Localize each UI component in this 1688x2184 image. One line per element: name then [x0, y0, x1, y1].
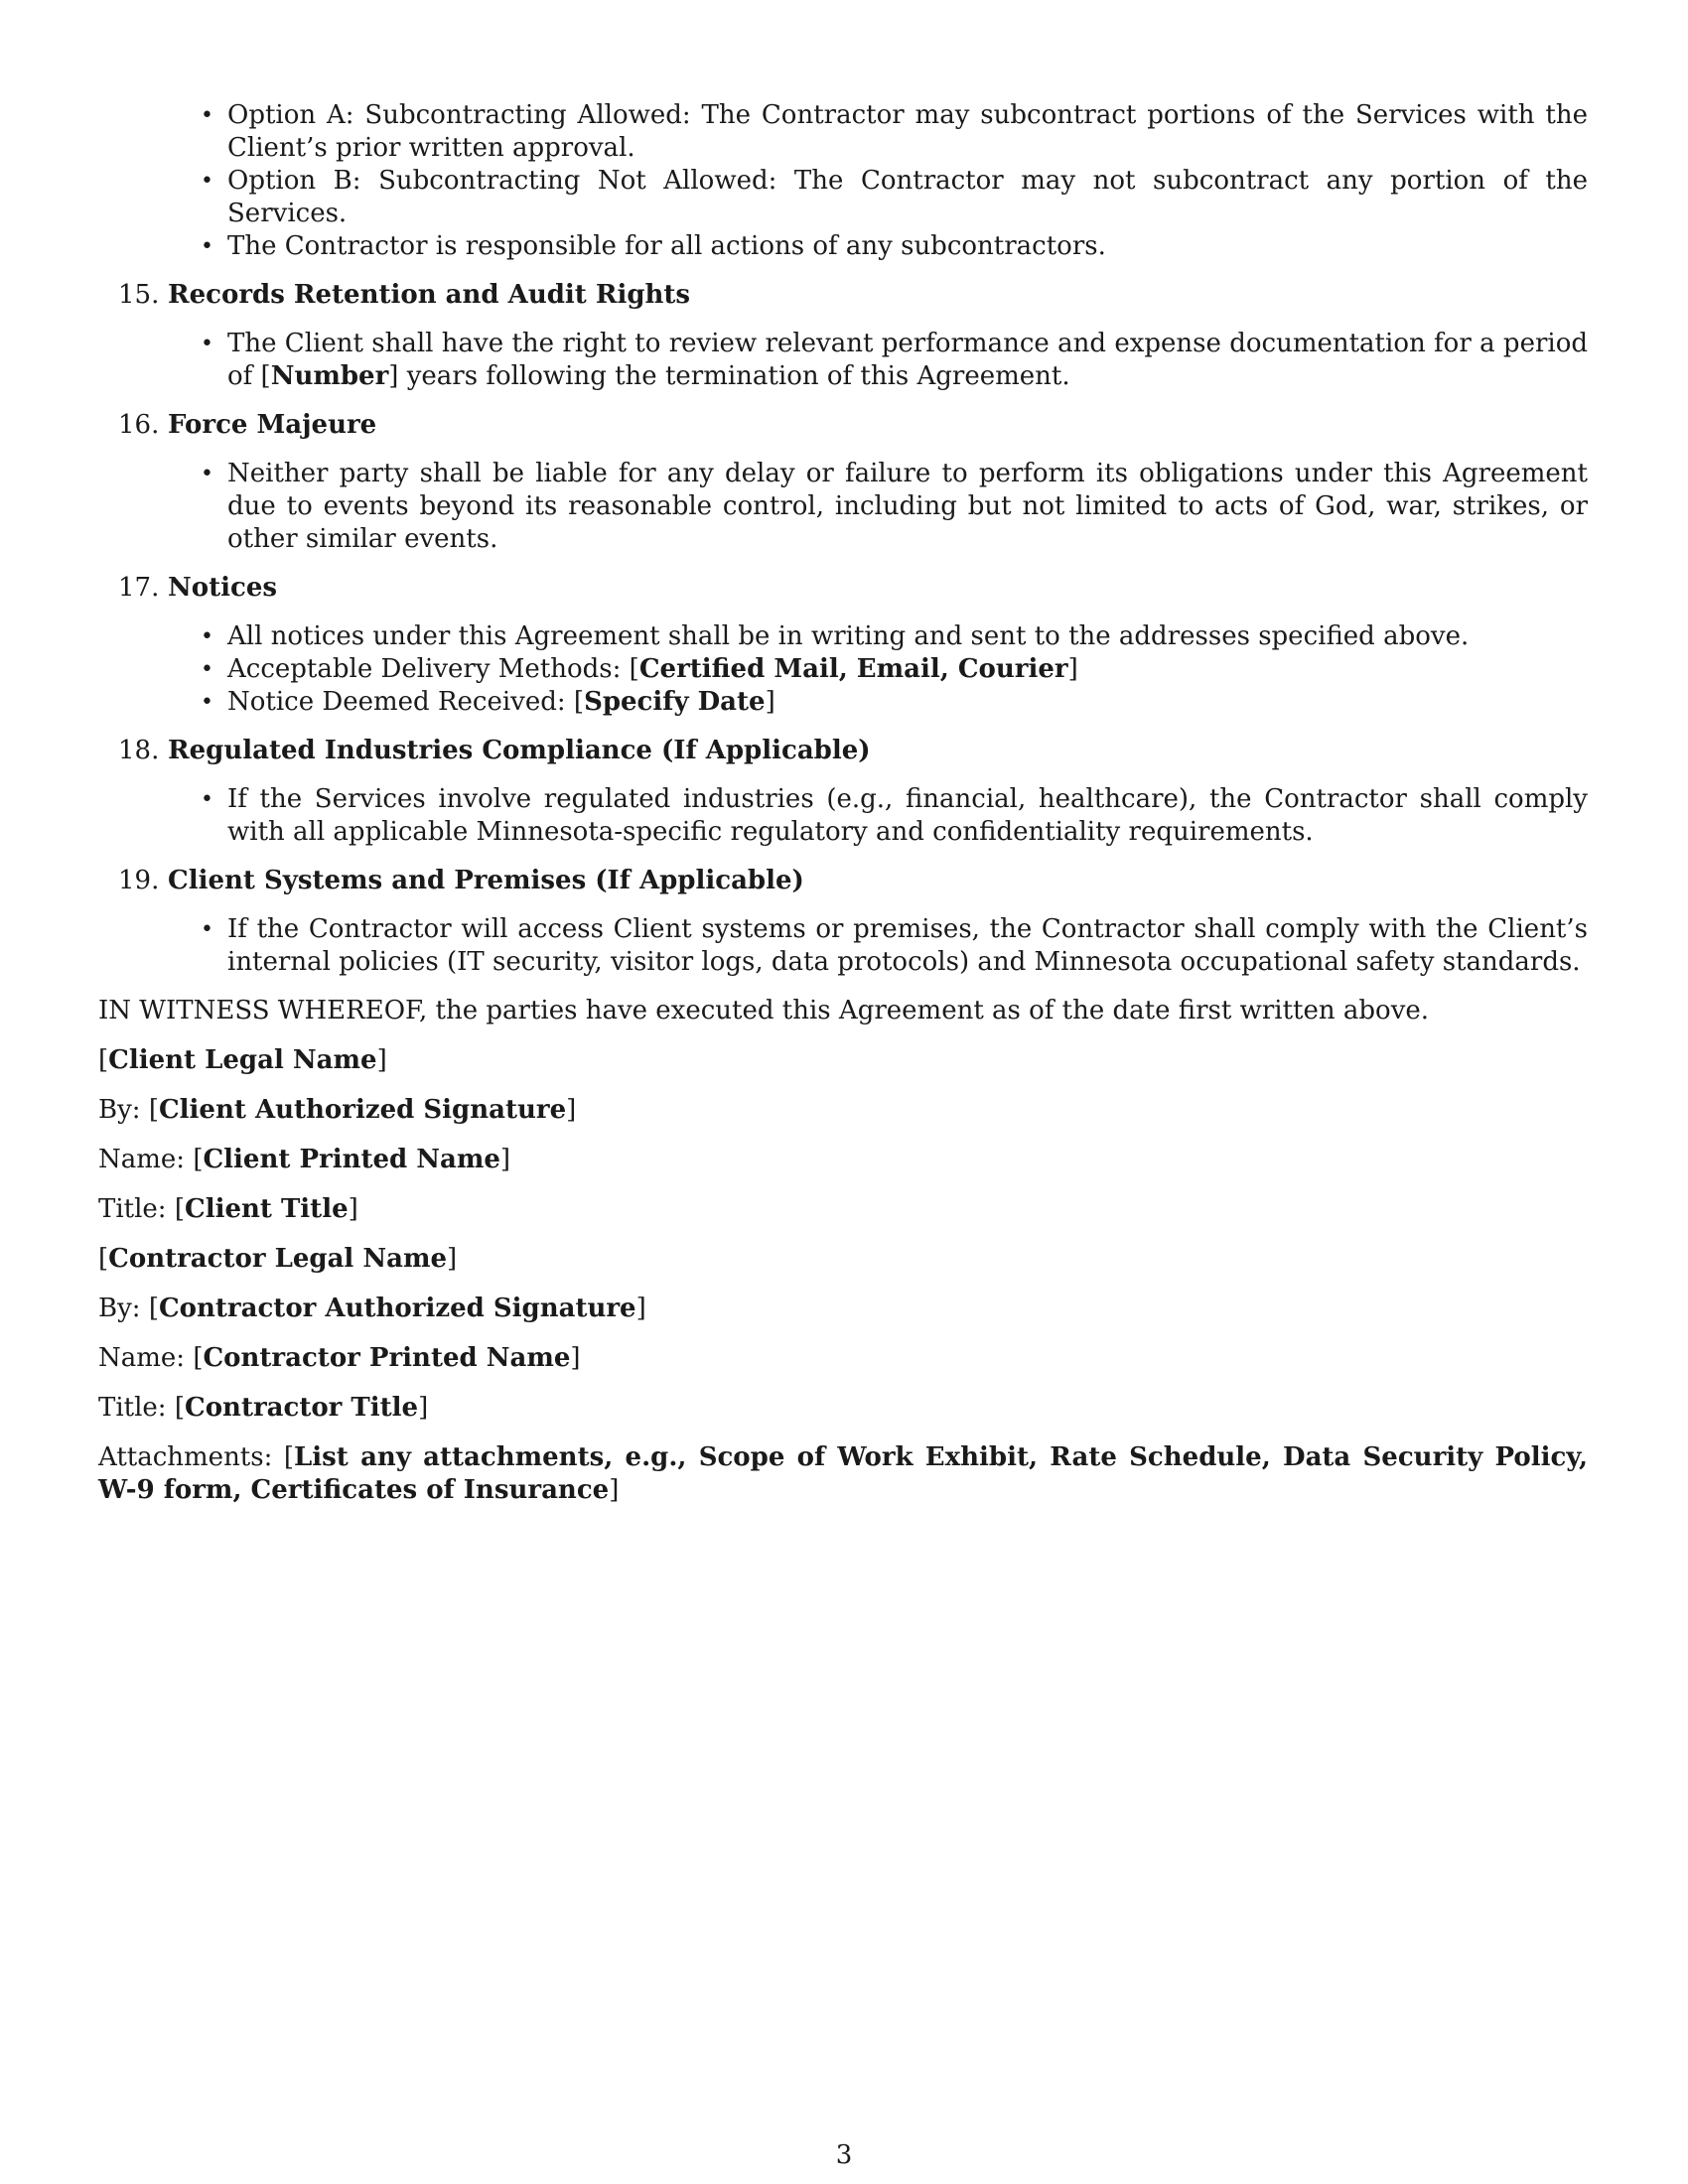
section-records-retention — [98, 279, 1588, 393]
attachments-line: Attachments: [List any attachments, e.g., Scope of Work Exhibit, Rate Schedule, Data Security Policy, W-9 form, Certificates of Insurance] — [98, 1442, 1588, 1505]
section-regulated-industries — [98, 735, 1588, 849]
section-number: 17. — [118, 573, 160, 603]
list-item: • The Contractor is responsible for all actions of any subcontractors. — [98, 230, 1588, 263]
section-force-majeure — [98, 409, 1588, 556]
section-heading — [98, 572, 1588, 605]
witness-statement: IN WITNESS WHEREOF, the parties have executed this Agreement as of the date first written above. — [98, 996, 1430, 1025]
list-item: • All notices under this Agreement shall be in writing and sent to the addresses specified above. — [98, 620, 1588, 653]
section-title: Regulated Industries Compliance (If Applicable) — [168, 736, 871, 765]
section-bullets — [98, 458, 1588, 556]
list-item: • If the Contractor will access Client systems or premises, the Contractor shall comply with the Client’s internal policies (IT security, visitor logs, data protocols) and Minnesota occupational safety standards. — [98, 913, 1588, 979]
section-number: 18. — [118, 736, 160, 765]
contractor-title-line: Title: [Contractor Title] — [98, 1393, 429, 1423]
list-item: • Neither party shall be liable for any delay or failure to perform its obligations under this Agreement due to events beyond its reasonable control, including but not limited to acts of God, war, strikes, or other similar events. — [98, 458, 1588, 556]
section-heading — [98, 409, 1588, 442]
document-page — [98, 99, 1588, 1507]
section-bullets — [98, 620, 1588, 719]
section-title: Records Retention and Audit Rights — [168, 280, 691, 310]
section-heading — [98, 279, 1588, 312]
section-notices — [98, 572, 1588, 719]
client-title-line: Title: [Client Title] — [98, 1194, 358, 1224]
section-heading — [98, 865, 1588, 897]
section-bullets — [98, 913, 1588, 979]
section-bullets — [98, 328, 1588, 393]
list-item: • Acceptable Delivery Methods: [Certified Mail, Email, Courier] — [98, 653, 1588, 686]
section-heading — [98, 735, 1588, 767]
client-signature-line: By: [Client Authorized Signature] — [98, 1095, 577, 1125]
contractor-signature-line: By: [Contractor Authorized Signature] — [98, 1294, 646, 1323]
client-printed-name-line: Name: [Client Printed Name] — [98, 1145, 511, 1174]
subcontracting-options-list — [98, 99, 1588, 263]
section-client-systems — [98, 865, 1588, 979]
client-legal-name: [Client Legal Name] — [98, 1045, 387, 1075]
page-number: 3 — [835, 2140, 853, 2170]
section-number: 15. — [118, 280, 160, 310]
list-item: • Notice Deemed Received: [Specify Date] — [98, 686, 1588, 719]
section-title: Force Majeure — [168, 410, 377, 440]
contractor-legal-name: [Contractor Legal Name] — [98, 1244, 458, 1274]
contractor-printed-name-line: Name: [Contractor Printed Name] — [98, 1343, 581, 1373]
list-item: • The Client shall have the right to review relevant performance and expense documentation for a period of [Number] years following the termination of this Agreement. — [98, 328, 1588, 393]
list-item: • Option B: Subcontracting Not Allowed: The Contractor may not subcontract any portion of the Services. — [98, 165, 1588, 230]
section-title: Client Systems and Premises (If Applicable) — [168, 866, 804, 895]
section-bullets — [98, 783, 1588, 849]
section-title: Notices — [168, 573, 278, 603]
list-item: • If the Services involve regulated industries (e.g., financial, healthcare), the Contractor shall comply with all applicable Minnesota-specific regulatory and confidentiality requirements. — [98, 783, 1588, 849]
list-item: • Option A: Subcontracting Allowed: The Contractor may subcontract portions of the Services with the Client’s prior written approval. — [98, 99, 1588, 165]
section-number: 19. — [118, 866, 160, 895]
section-number: 16. — [118, 410, 160, 440]
